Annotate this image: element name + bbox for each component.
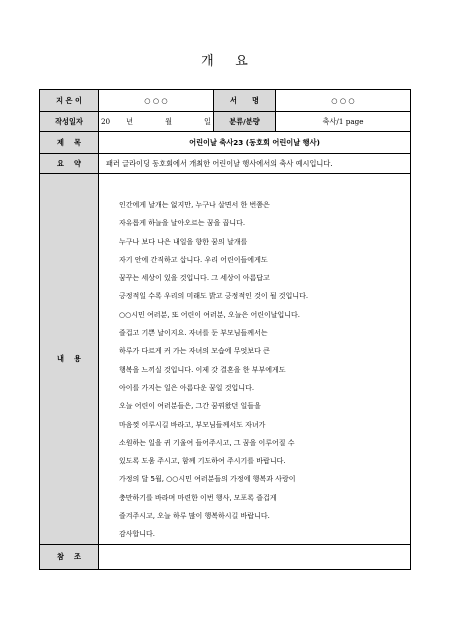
- content-line: 충만하기를 바라며 마련한 이번 행사, 모포록 즐겁게: [119, 493, 277, 502]
- summary-value: 패러 글라이딩 동호회에서 개최한 어린이날 행사에서의 축사 예시입니다.: [99, 154, 411, 174]
- date-value: [99, 112, 214, 132]
- content-line: 자유롭게 하늘을 날아오르는 꿈을 꿉니다.: [119, 219, 246, 228]
- content-line: 가정의 달 5월, ○○시민 여러분들의 가정에 행복과 사랑이: [119, 475, 296, 484]
- date-day-unit: 일: [204, 116, 211, 126]
- content-line: 긍정적일 수록 우리의 미래도 밝고 긍정적인 것이 될 것입니다.: [119, 292, 309, 301]
- author-value: ○ ○ ○: [99, 90, 214, 112]
- date-label: 작성일자: [40, 112, 99, 132]
- content-label: 내 용: [40, 174, 99, 545]
- summary-label: 요 약: [40, 154, 99, 174]
- date-year: 20: [100, 116, 111, 126]
- subject-value: 어린이날 축사23 (동호회 어린이날 행사): [99, 132, 411, 154]
- date-row: [40, 112, 411, 132]
- content-line: 아이를 가지는 일은 아름다운 꿈일 것입니다.: [119, 383, 255, 392]
- date-month-unit: 월: [165, 116, 173, 126]
- reference-row: [40, 544, 411, 569]
- content-row: [40, 174, 411, 545]
- content-line: 하루가 다르게 커 가는 자녀의 모습에 무엇보다 큰: [119, 347, 270, 356]
- content-line: 누구나 보다 나은 내일을 향한 꿈의 날개를: [119, 237, 248, 246]
- category-value: 축사/1 page: [276, 112, 411, 132]
- content-line: 있도록 도움 주시고, 함께 기도하여 주시기를 바랍니다.: [119, 457, 286, 466]
- overview-form-table: [39, 89, 411, 570]
- subject-row: [40, 132, 411, 154]
- content-line: 인간에게 날개는 없지만, 누구나 살면서 한 번쯤은: [119, 201, 270, 209]
- content-line: 오늘 어린이 여러분들은, 그간 꿈꿔왔던 일들을: [119, 402, 261, 411]
- name-value: ○ ○ ○: [276, 90, 411, 112]
- content-line: 즐겁고 기쁜 날이지요. 자녀를 둔 부모님들께서는: [119, 329, 268, 338]
- subject-label: 제 목: [40, 132, 99, 154]
- content-line: 행복을 느끼실 것입니다. 이제 갓 결혼을 한 부부에게도: [119, 365, 286, 374]
- reference-value: [99, 544, 411, 569]
- content-line: 소원하는 일을 귀 기울여 들어주시고, 그 꿈을 이루어질 수: [119, 438, 295, 447]
- content-line: 자기 안에 간직하고 삽니다. 우리 어린이들에게도: [119, 255, 268, 264]
- date-year-unit: 년: [126, 116, 134, 126]
- author-row: [40, 90, 411, 112]
- reference-label: 참 조: [40, 544, 99, 569]
- content-line: 즐겨주시고, 오늘 하루 많이 행복하시길 바랍니다.: [119, 512, 270, 521]
- content-cell: [99, 174, 411, 545]
- content-line: 감사합니다.: [119, 530, 156, 539]
- summary-row: [40, 154, 411, 174]
- content-line: ○○시민 여러분, 또 어린이 여러분, 오늘은 어린이날입니다.: [119, 310, 301, 319]
- category-label: 분류/분량: [214, 112, 276, 132]
- content-body: [99, 174, 410, 544]
- author-label: 지 은 이: [40, 90, 99, 112]
- document-title: 개 요: [201, 54, 249, 69]
- content-line: 꿈꾸는 세상이 있을 것입니다. 그 세상이 아름답고: [119, 274, 270, 283]
- content-line: 마음껏 이루시길 바라고, 부모님들께서도 자녀가: [119, 420, 266, 429]
- name-label: 서 명: [214, 90, 276, 112]
